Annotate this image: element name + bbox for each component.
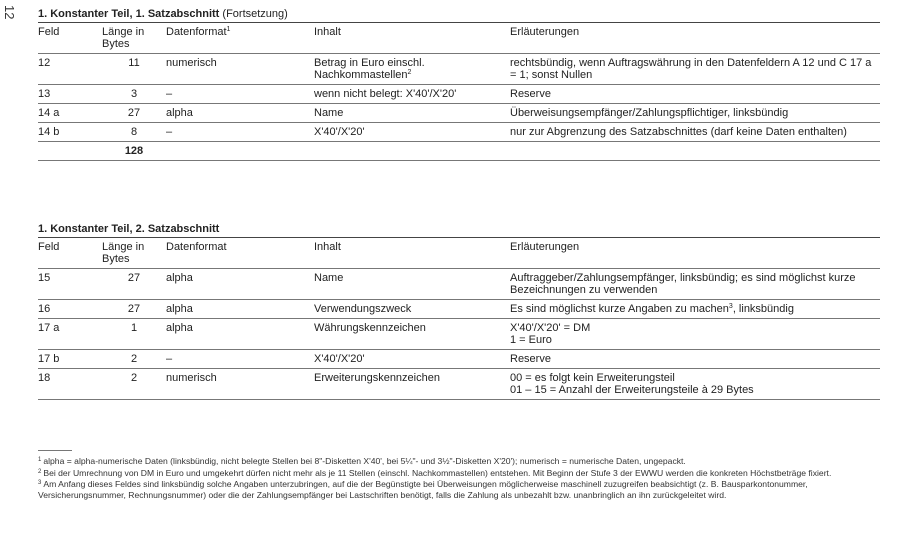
table-header [38,238,880,268]
table-row: 18 2 numerisch Erweiterungskennzeichen 00 = es folgt kein Erweiterungsteil 01 – 15 = Anzahl der Erweiterungsteile à 29 Bytes [38,372,754,396]
table-row: 14 b 8 – X'40'/X'20' nur zur Abgrenzung des Satzabschnittes (darf keine Daten enthalten) [38,126,847,138]
header-inhalt: Inhalt [314,26,341,38]
header-datenformat: Datenformat [166,241,227,253]
header-inhalt: Inhalt [314,241,341,253]
table-total-row [38,142,880,160]
table-header [38,23,880,53]
header-laenge: Länge in Bytes [102,26,145,50]
section-1-table [38,7,880,161]
section-2-title: 1. Konstanter Teil, 2. Satzabschnitt [38,223,220,235]
footnotes [38,450,884,500]
section-2-table [38,222,880,400]
header-datenformat: Datenformat$^1$ [166,26,231,38]
page-number: 12 [2,5,17,20]
footnote-divider [38,450,72,451]
footnote-1: $^1$ alpha = alpha-numerische Daten (linksbündig, nicht belegte Stellen bei 8"-Disketten X'40', bei 5¼"- und 3½"-Disketten X'20'); numerisch = numerische Daten, ungepackt. [38,456,686,466]
table-row: 15 27 alpha Name Auftraggeber/Zahlungsempfänger, linksbündig; es sind möglichst kurze Bezeichnungen zu verwenden [38,272,856,296]
table-row: 14 a 27 alpha Name Überweisungsempfänger/Zahlungspflichtiger, linksbündig [38,107,789,119]
table-row: 16 27 alpha Verwendungszweck Es sind möglichst kurze Angaben zu machen$^3$, linksbündig [38,303,794,315]
header-laenge: Länge in Bytes [102,241,145,265]
table-row: 12 11 numerisch Betrag in Euro einschl. Nachkommastellen$^2$ rechtsbündig, wenn Auftragswährung in den Datenfeldern A 12 und C 17 a = 1; sonst Nullen [38,57,872,81]
footnote-2: $^2$ Bei der Umrechnung von DM in Euro und umgekehrt dürfen nicht mehr als je 11 Stellen (einschl. Nachkommastellen) entstehen. Mit Beginn der Stufe 3 der EWWU werden die konkreten Höchstbeträge fixiert. [38,467,832,478]
header-feld: Feld [38,26,60,38]
header-erlaeuterungen: Erläuterungen [510,26,580,38]
total-bytes: 128 [124,145,144,157]
table-row: 17 b 2 – X'40'/X'20' Reserve [38,353,551,365]
table-row: 13 3 – wenn nicht belegt: X'40'/X'20' Reserve [38,88,551,100]
table-row: 17 a 1 alpha Währungskennzeichen X'40'/X'20' = DM 1 = Euro [38,322,591,346]
header-erlaeuterungen: Erläuterungen [510,241,580,253]
header-feld: Feld [38,241,60,253]
section-1-title: 1. Konstanter Teil, 1. Satzabschnitt (Fortsetzung) [38,8,288,20]
footnote-3: $^3$ Am Anfang dieses Feldes sind linksbündig solche Angaben unterzubringen, auf die der Begünstigte bei Überweisungen möglicherweise maschinell zuzugreifen beabsichtigt (z. B. Bausparkontonummer, Versicherungsnummer, Rechnungsnummer) oder die der Zahlungsempfänger bei Lastschriften benötigt, falls die Zahlung als unbezahlt bzw. unanbringlich an ihn zurückgeleitet wird. [38,479,808,500]
